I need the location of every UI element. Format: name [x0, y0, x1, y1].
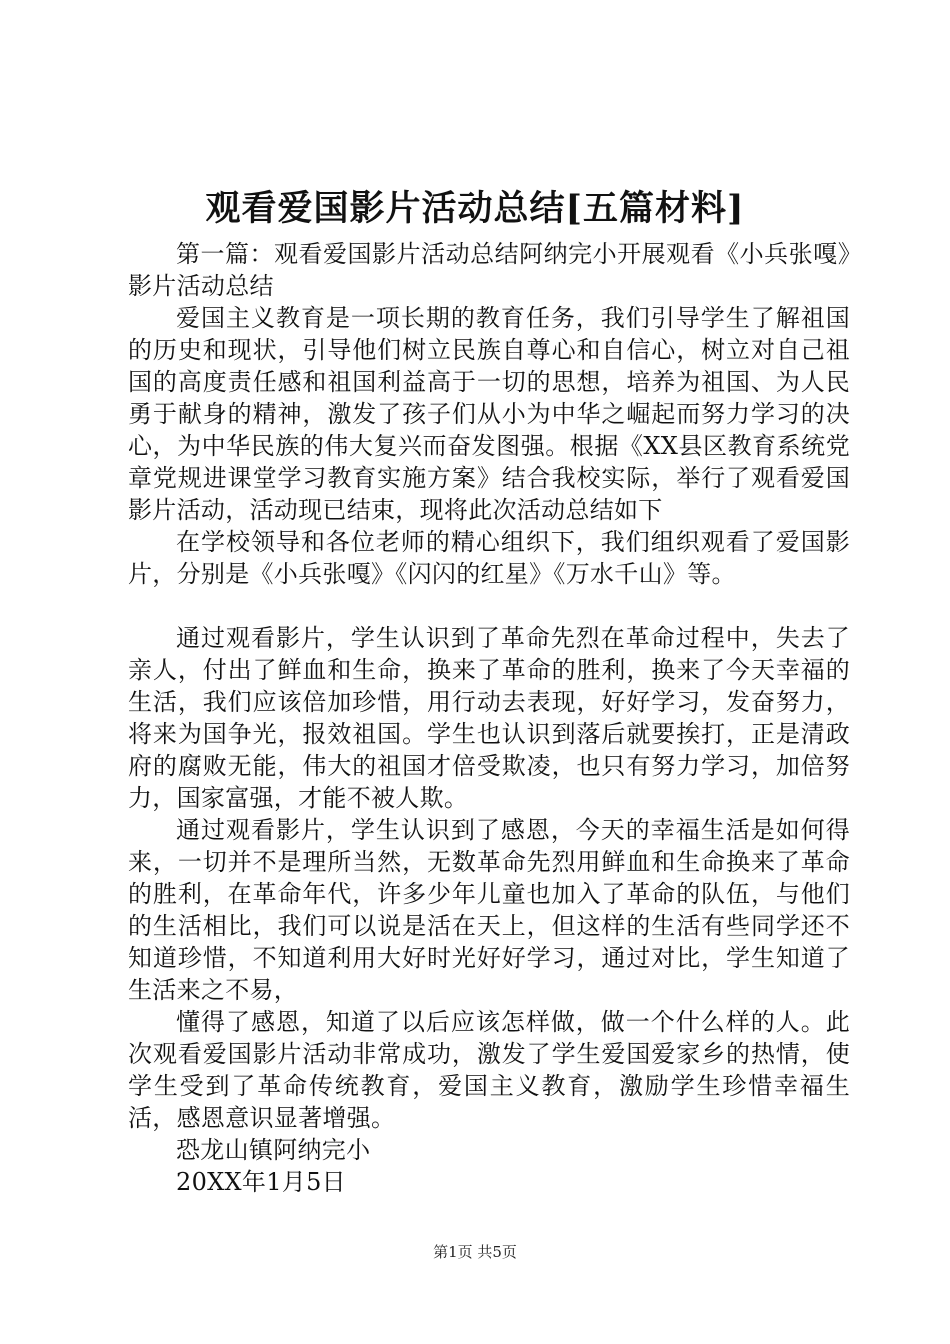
- paragraph-intro: 爱国主义教育是一项长期的教育任务，我们引导学生了解祖国的历史和现状，引导他们树立民族自尊心和自信心，树立对自己祖国的高度责任感和祖国利益高于一切的思想，培养为祖国、为人民勇于献身的精神，激发了孩子们从小为中华之崛起而努力学习的决心，为中华民族的伟大复兴而奋发图强。根据《XX县区教育系统党章党规进课堂学习教育实施方案》结合我校实际，举行了观看爱国影片活动，活动现已结束，现将此次活动总结如下: [128, 304, 850, 524]
- signature-school: 恐龙山镇阿纳完小: [176, 1136, 371, 1164]
- paragraph-gratitude: 通过观看影片，学生认识到了感恩，今天的幸福生活是如何得来，一切并不是理所当然，无数革命先烈用鲜血和生命换来了革命的胜利，在革命年代，许多少年儿童也加入了革命的队伍，与他们的生活相比，我们可以说是活在天上，但这样的生活有些同学还不知道珍惜，不知道利用大好时光好好学习，通过对比，学生知道了生活来之不易，: [128, 816, 850, 1004]
- paragraph-revolution: 通过观看影片，学生认识到了革命先烈在革命过程中，失去了亲人，付出了鲜血和生命，换来了革命的胜利，换来了今天幸福的生活，我们应该倍加珍惜，用行动去表现，好好学习，发奋努力，将来为国争光，报效祖国。学生也认识到落后就要挨打，正是清政府的腐败无能，伟大的祖国才倍受欺凌，也只有努力学习，加倍努力，国家富强，才能不被人欺。: [128, 624, 850, 812]
- paragraph-heading: 第一篇：观看爱国影片活动总结阿纳完小开展观看《小兵张嘎》影片活动总结: [128, 240, 850, 300]
- page-footer: 第1页 共5页: [433, 1243, 517, 1261]
- document-body: [128, 238, 850, 1198]
- paragraph-gap: [128, 590, 850, 622]
- signature-date: 20XX年1月5日: [176, 1168, 346, 1196]
- paragraph-films: 在学校领导和各位老师的精心组织下，我们组织观看了爱国影片，分别是《小兵张嘎》《闪闪的红星》《万水千山》等。: [128, 528, 850, 588]
- paragraph-conclusion: 懂得了感恩，知道了以后应该怎样做，做一个什么样的人。此次观看爱国影片活动非常成功，激发了学生爱国爱家乡的热情，使学生受到了革命传统教育，爱国主义教育，激励学生珍惜幸福生活，感恩意识显著增强。: [128, 1008, 850, 1132]
- document-title: 观看爱国影片活动总结[五篇材料]: [205, 188, 745, 229]
